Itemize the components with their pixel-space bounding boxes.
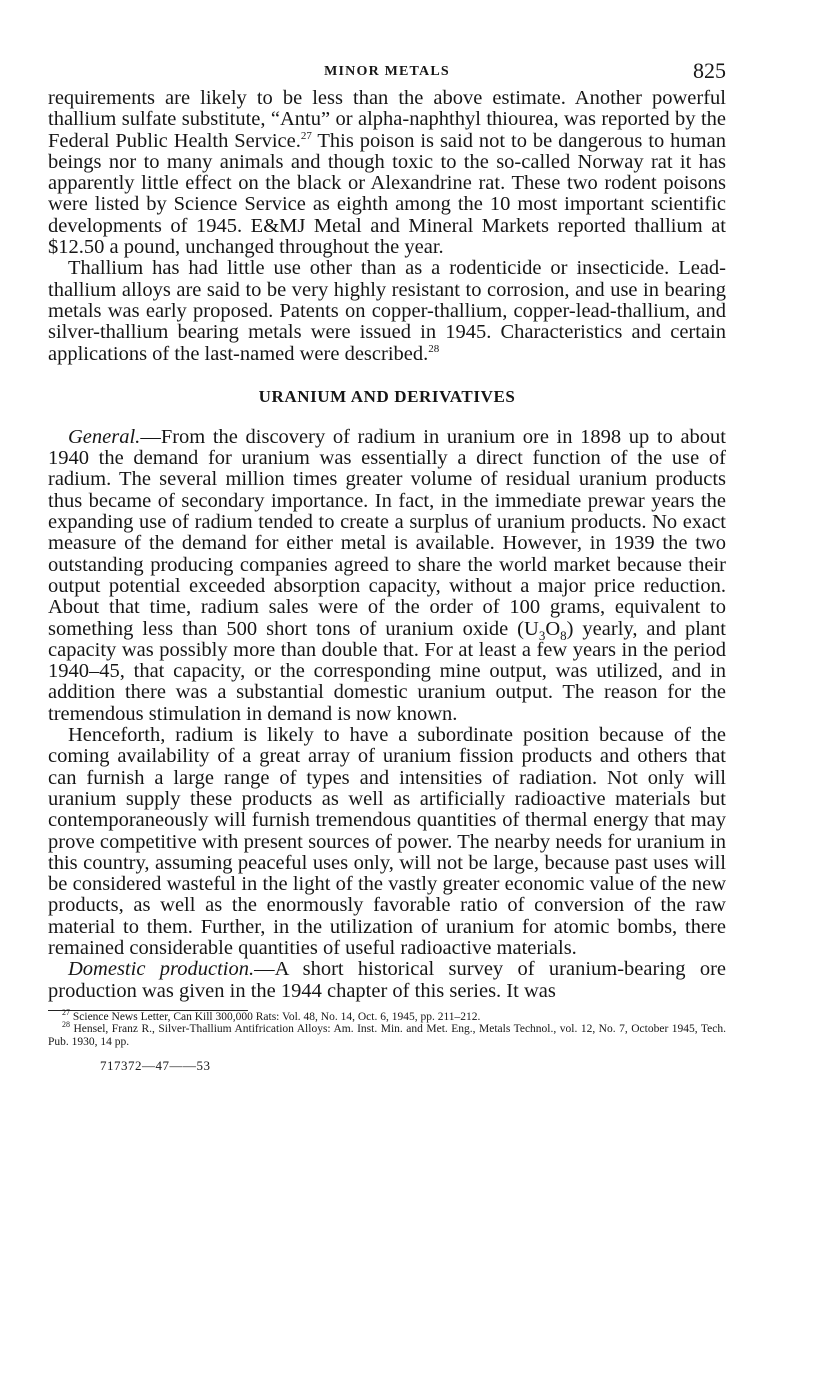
paragraph-1-text-b: This poison is said not to be dangerous to human beings nor to many animals and though toxic to the so-called Norway rat it has apparently little effect on the black or Alexandrine rat. These two rodent poisons were listed by Science Service as eighth among the 10 most important scientific developments of 1945. E&MJ Metal and Mineral Markets reported thallium at $12.50 a pound, unchanged throughout the year.	[48, 129, 726, 259]
paragraph-domestic-text: —A short historical survey of uranium-bearing ore production was given in the 1944 chapter of this series. It was	[48, 958, 726, 1002]
footnote-28	[48, 1020, 726, 1048]
footnote-ref-27: 27	[300, 129, 312, 142]
paragraph-2	[48, 258, 726, 364]
page-number: 825	[693, 58, 726, 83]
document-page	[48, 58, 726, 1074]
footnote-28-number: 28	[62, 1020, 70, 1030]
formula-oxygen: O	[545, 617, 561, 640]
section-title: URANIUM AND DERIVATIVES	[258, 386, 516, 406]
footnote-ref-28: 28	[428, 342, 440, 355]
page-header	[48, 58, 726, 88]
footnote-28-text: Hensel, Franz R., Silver-Thallium Antifrication Alloys: Am. Inst. Min. and Met. Eng., Metals Technol., vol. 12, No. 7, October 1945, Tech. Pub. 1930, 14 pp.	[48, 1023, 726, 1048]
paragraph-general	[48, 427, 726, 725]
paragraph-general-text-b: ) yearly, and plant capacity was possibly more than double that. For at least a few years in the period 1940–45, that capacity, or the corresponding mine output, was utilized, and in addition there was a substantial domestic uranium output. The reason for the tremendous stimulation in demand is now known.	[48, 617, 727, 725]
paragraph-domestic-label: Domestic production.	[68, 958, 255, 981]
paragraph-general-label: General.	[68, 425, 141, 448]
running-head: MINOR METALS	[324, 64, 450, 79]
formula-sub-3: 3	[538, 627, 546, 643]
formula-sub-8: 8	[560, 627, 567, 643]
print-code: 717372—47——53	[100, 1058, 211, 1074]
footnote-27	[48, 1008, 726, 1024]
paragraph-domestic-production	[48, 959, 726, 1002]
paragraph-1-text-a: requirements are likely to be less than the above estimate. Another powerful thallium sulfate substitute, “Antu” or alpha-naphthyl thiourea, was reported by the Federal Public Health Service.	[48, 87, 726, 152]
paragraph-henceforth: Henceforth, radium is likely to have a subordinate position because of the coming availability of a great array of uranium fission products and others that can furnish a large range of types and intensities of radiation. Not only will uranium supply these products as well as artificially radioactive materials but contemporaneously will furnish tremendous quantities of thermal energy that may prove competitive with present sources of power. The nearby needs for uranium in this country, assuming peaceful uses only, will not be large, because past uses will be considered wasteful in the light of the vastly greater economic value of the new products, as well as the enormously favorable ratio of conversion of the raw material to them. Further, in the utilization of uranium for atomic bombs, there remained considerable quantities of useful radioactive materials.	[48, 724, 726, 959]
paragraph-1	[48, 88, 726, 258]
paragraph-2-text: Thallium has had little use other than as a rodenticide or insecticide. Lead-thallium alloys are said to be very highly resistant to corrosion, and use in bearing metals was early proposed. Patents on copper-thallium, copper-lead-thallium, and silver-thallium bearing metals were issued in 1945. Characteristics and certain applications of the last-named were described.	[48, 257, 726, 365]
footnote-27-number: 27	[62, 1008, 70, 1018]
footnote-27-text: Science News Letter, Can Kill 300,000 Rats: Vol. 48, No. 14, Oct. 6, 1945, pp. 211–212.	[70, 1010, 481, 1023]
paragraph-general-text-a: —From the discovery of radium in uranium ore in 1898 up to about 1940 the demand for uranium was essentially a direct function of the use of radium. The several million times greater volume of residual uranium products thus became of secondary importance. In fact, in the immediate prewar years the expanding use of radium tended to create a surplus of uranium products. No exact measure of the demand for either metal is available. However, in 1939 the two outstanding producing companies agreed to share the world market because their output potential exceeded absorption capacity, without a major price reduction. About that time, radium sales were of the order of 100 grams, equivalent to something less than 500 short tons of uranium oxide (U	[48, 425, 726, 640]
